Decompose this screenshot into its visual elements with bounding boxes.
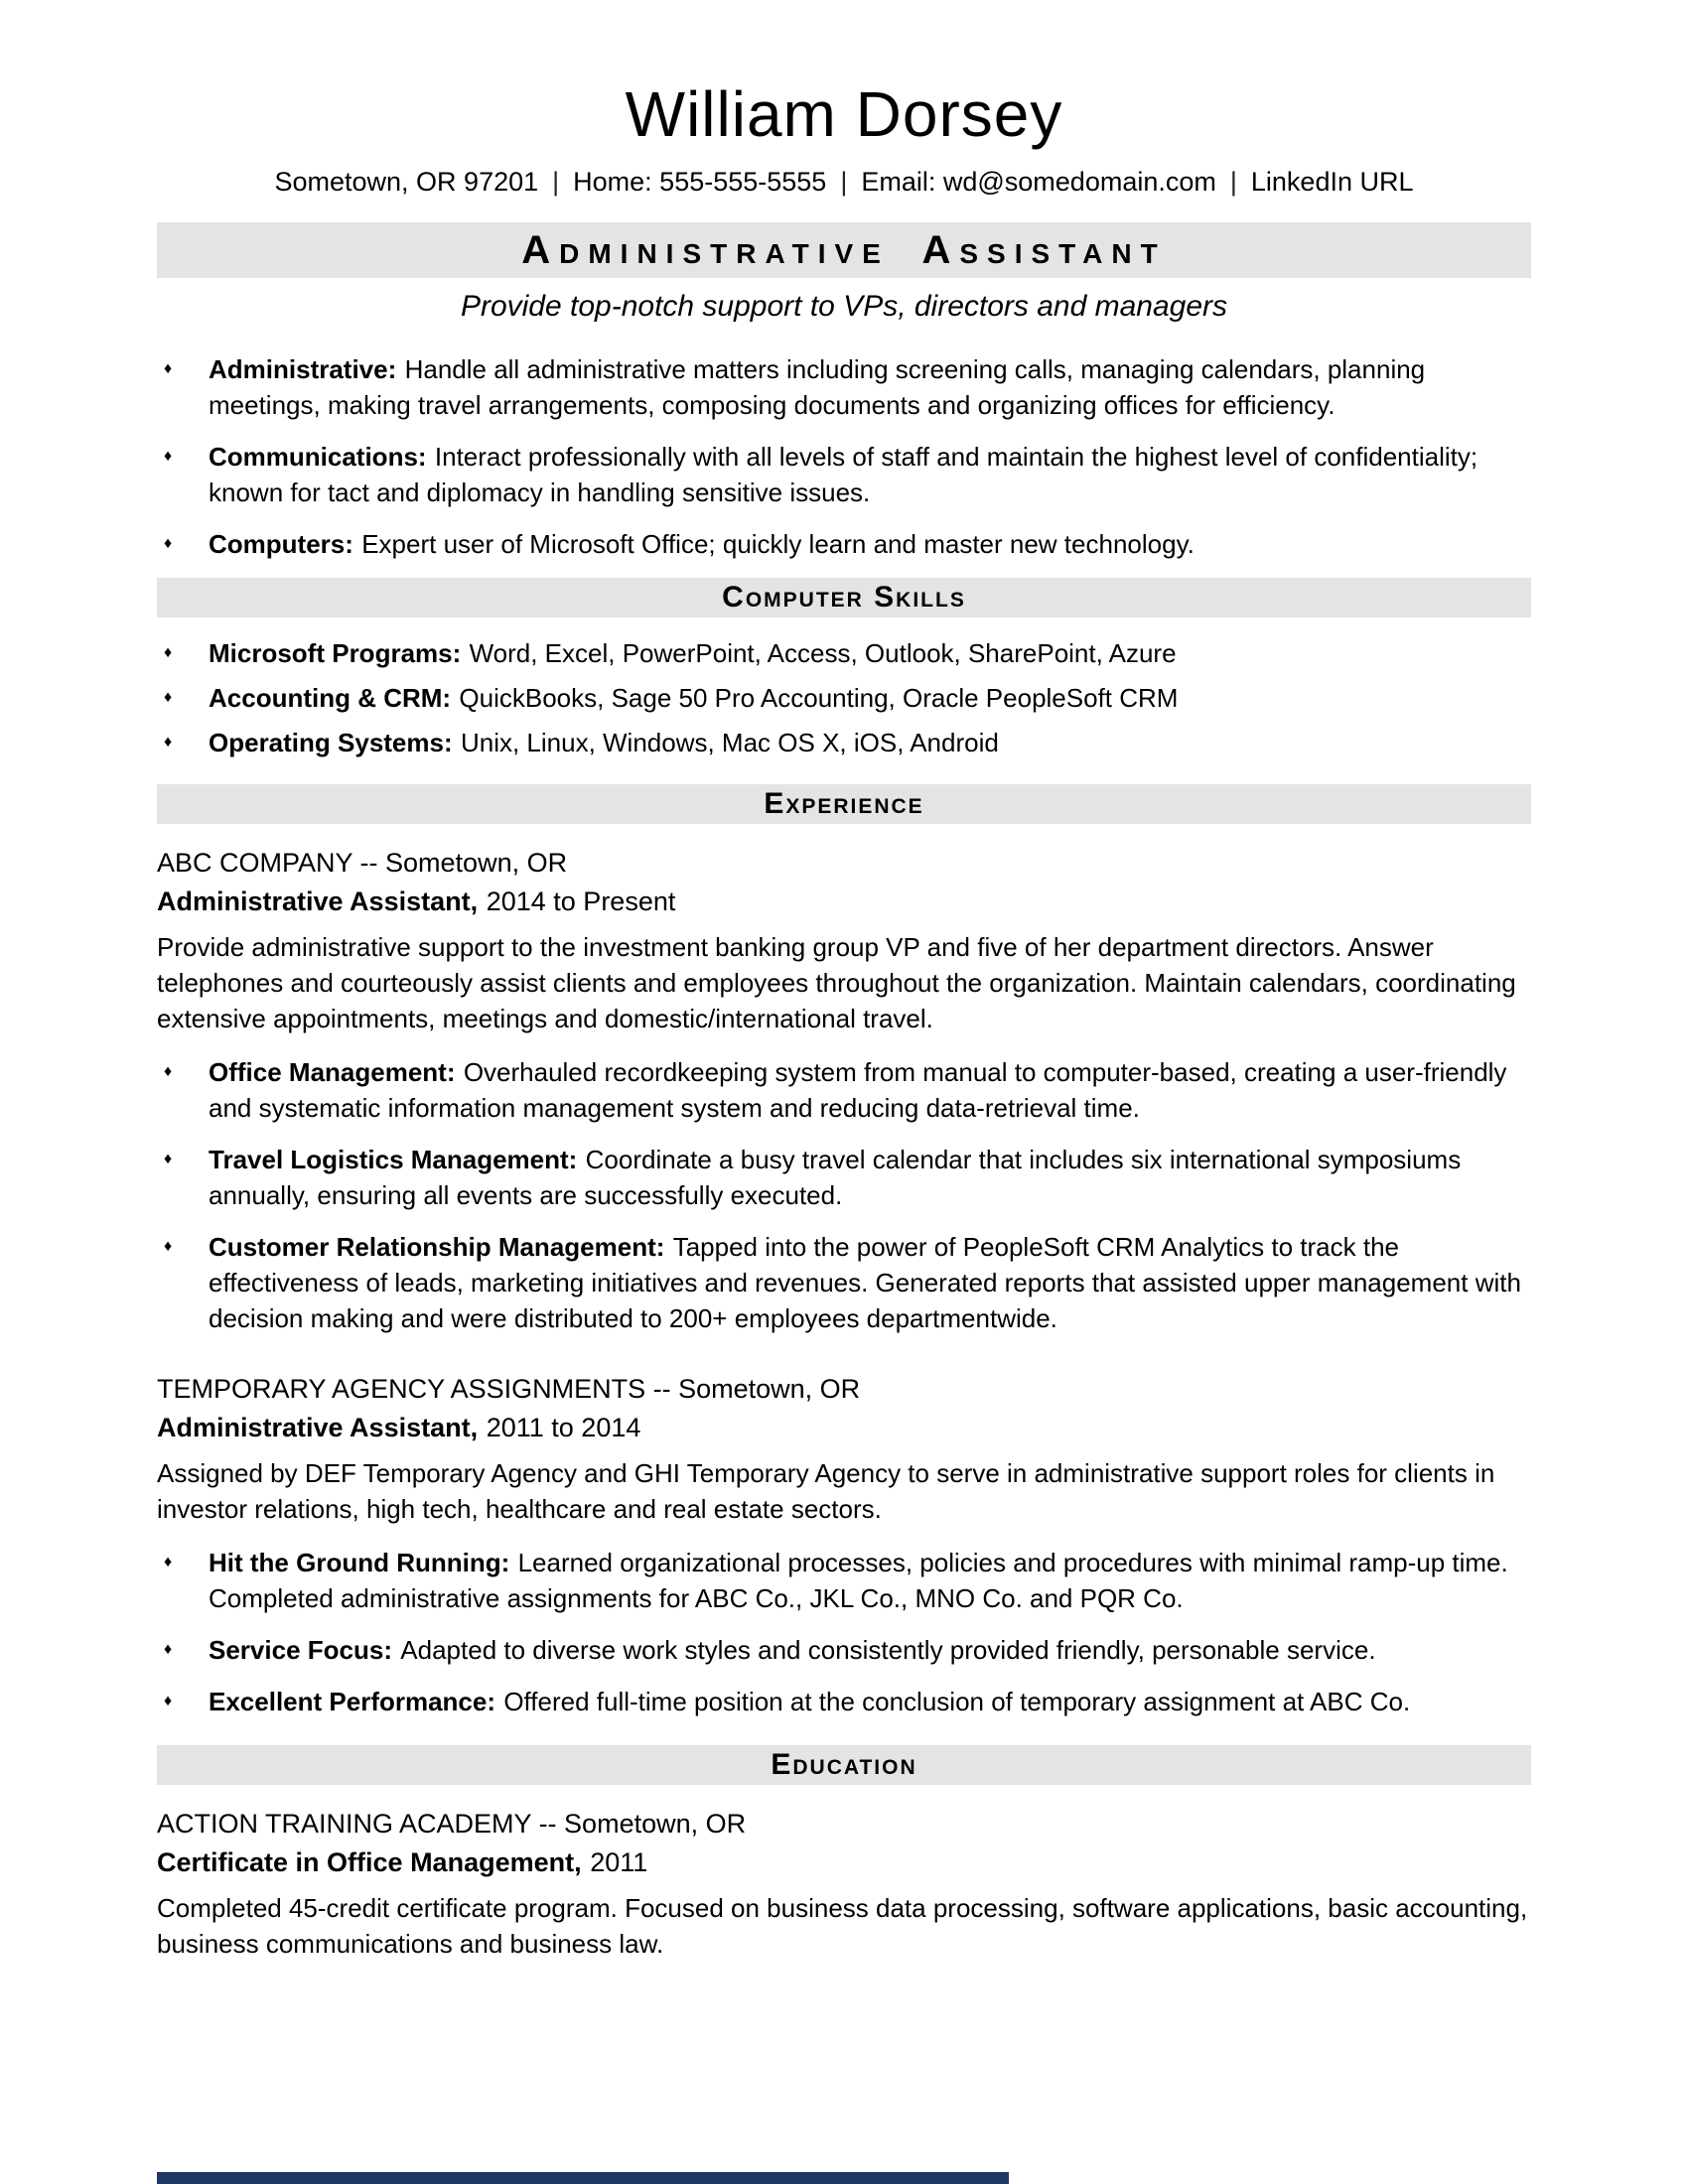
pipe-separator: |	[552, 167, 560, 197]
list-item	[157, 439, 1531, 510]
bullet-text	[209, 1545, 1531, 1616]
diamond-bullet-icon: ♦	[164, 734, 173, 751]
bullet-text	[209, 1142, 1531, 1213]
list-item	[157, 1229, 1531, 1336]
diamond-bullet-icon: ♦	[164, 1693, 173, 1709]
bullet-text	[209, 680, 1531, 716]
list-item	[157, 1632, 1531, 1668]
bullet-lead: Office Management:	[209, 1057, 456, 1087]
bullet-text	[209, 1054, 1531, 1126]
bullet-lead: Microsoft Programs:	[209, 638, 462, 668]
degree-title: Certificate in Office Management,	[157, 1847, 582, 1877]
bullet-lead: Service Focus:	[209, 1635, 392, 1665]
job-summary: Assigned by DEF Temporary Agency and GHI Temporary Agency to serve in administrative support roles for clients in investor relations, high tech, healthcare and real estate sectors.	[157, 1458, 1495, 1524]
bullet-body: Adapted to diverse work styles and consistently provided friendly, personable service.	[400, 1635, 1376, 1665]
pipe-separator: |	[1229, 167, 1237, 197]
job-entry	[157, 1370, 1531, 1719]
employer-line: TEMPORARY AGENCY ASSIGNMENTS -- Sometown, OR	[157, 1374, 861, 1404]
section-header-education: Education	[157, 1745, 1531, 1785]
diamond-bullet-icon: ♦	[164, 1641, 173, 1658]
bullet-lead: Accounting & CRM:	[209, 683, 452, 713]
role-line	[157, 882, 1531, 921]
bullet-text	[209, 635, 1531, 671]
list-item	[157, 680, 1531, 716]
diamond-bullet-icon: ♦	[164, 644, 173, 661]
list-item	[157, 1142, 1531, 1213]
bullet-body: Overhauled recordkeeping system from manual to computer-based, creating a user-friendly and systematic information management system and reducing data-retrieval time.	[209, 1057, 1507, 1123]
bullet-text	[209, 439, 1531, 510]
role-title: Administrative Assistant,	[157, 1413, 479, 1442]
job-summary: Provide administrative support to the investment banking group VP and five of her department directors. Answer telephones and courteously assist clients and employees throughout the organization. Maintain calendars, coordinating extensive appointments, meetings and domestic/international travel.	[157, 932, 1516, 1033]
contact-location: Sometown, OR 97201	[274, 167, 539, 197]
list-item	[157, 351, 1531, 423]
title-subtitle: Provide top-notch support to VPs, directors and managers	[460, 290, 1228, 323]
degree-year: 2011	[590, 1847, 648, 1877]
list-item	[157, 526, 1531, 562]
job-title-banner: Administrative Assistant	[157, 222, 1531, 278]
list-item	[157, 635, 1531, 671]
bullet-body: Unix, Linux, Windows, Mac OS X, iOS, Android	[460, 728, 999, 757]
employer-line: ABC COMPANY -- Sometown, OR	[157, 848, 568, 878]
role-line	[157, 1408, 1531, 1447]
bullet-text	[209, 526, 1531, 562]
candidate-name: William Dorsey	[625, 78, 1063, 150]
pipe-separator: |	[840, 167, 848, 197]
school-line: ACTION TRAINING ACADEMY -- Sometown, OR	[157, 1809, 747, 1839]
contact-email: Email: wd@somedomain.com	[861, 167, 1216, 197]
contact-line	[157, 165, 1531, 199]
list-item	[157, 1054, 1531, 1126]
section-header-experience: Experience	[157, 784, 1531, 824]
bullet-lead: Hit the Ground Running:	[209, 1548, 510, 1577]
diamond-bullet-icon: ♦	[164, 448, 173, 465]
bullet-body: Learned organizational processes, policies and procedures with minimal ramp-up time. Completed administrative assignments for ABC Co., JKL Co., MNO Co. and PQR Co.	[209, 1548, 1508, 1613]
bullet-text	[209, 725, 1531, 760]
bullet-text	[209, 1684, 1531, 1719]
diamond-bullet-icon: ♦	[164, 1554, 173, 1570]
diamond-bullet-icon: ♦	[164, 1151, 173, 1167]
degree-line	[157, 1843, 1531, 1882]
summary-bullet-list	[157, 351, 1531, 562]
diamond-bullet-icon: ♦	[164, 535, 173, 552]
bullet-body: Tapped into the power of PeopleSoft CRM Analytics to track the effectiveness of leads, marketing initiatives and revenues. Generated reports that assisted upper management with decision making and were distributed to 200+ employees departmentwide.	[209, 1232, 1521, 1333]
job-bullet-list	[157, 1545, 1531, 1719]
bullet-text	[209, 1632, 1531, 1668]
list-item	[157, 1684, 1531, 1719]
role-title: Administrative Assistant,	[157, 887, 479, 916]
list-item	[157, 725, 1531, 760]
role-dates: 2011 to 2014	[486, 1413, 641, 1442]
job-entry	[157, 844, 1531, 1336]
role-dates: 2014 to Present	[486, 887, 676, 916]
diamond-bullet-icon: ♦	[164, 1238, 173, 1255]
diamond-bullet-icon: ♦	[164, 689, 173, 706]
bullet-body: Interact professionally with all levels of staff and maintain the highest level of confidentiality; known for tact and diplomacy in handling sensitive issues.	[209, 442, 1478, 507]
bullet-lead: Computers:	[209, 529, 353, 559]
bullet-lead: Operating Systems:	[209, 728, 453, 757]
diamond-bullet-icon: ♦	[164, 360, 173, 377]
education-entry	[157, 1805, 1531, 1962]
education-summary: Completed 45-credit certificate program. Focused on business data processing, software applications, basic accounting, business communications and business law.	[157, 1893, 1528, 1959]
resume-content	[157, 0, 1531, 1962]
contact-phone: Home: 555-555-5555	[573, 167, 827, 197]
bullet-body: Expert user of Microsoft Office; quickly learn and master new technology.	[361, 529, 1195, 559]
skills-bullet-list	[157, 635, 1531, 760]
bullet-body: Word, Excel, PowerPoint, Access, Outlook, SharePoint, Azure	[469, 638, 1177, 668]
bullet-body: QuickBooks, Sage 50 Pro Accounting, Oracle PeopleSoft CRM	[459, 683, 1179, 713]
next-page-section-band-partial	[157, 2172, 1009, 2184]
job-bullet-list	[157, 1054, 1531, 1336]
bullet-body: Handle all administrative matters including screening calls, managing calendars, planning meetings, making travel arrangements, composing documents and organizing offices for efficiency.	[209, 354, 1426, 420]
section-header-computer-skills: Computer Skills	[157, 578, 1531, 617]
contact-linkedin: LinkedIn URL	[1250, 167, 1414, 197]
bullet-text	[209, 1229, 1531, 1336]
diamond-bullet-icon: ♦	[164, 1063, 173, 1080]
list-item	[157, 1545, 1531, 1616]
bullet-lead: Communications:	[209, 442, 427, 472]
bullet-body: Offered full-time position at the conclusion of temporary assignment at ABC Co.	[503, 1687, 1411, 1716]
bullet-lead: Customer Relationship Management:	[209, 1232, 665, 1262]
bullet-lead: Travel Logistics Management:	[209, 1145, 578, 1174]
bullet-lead: Administrative:	[209, 354, 397, 384]
bullet-body: Coordinate a busy travel calendar that includes six international symposiums annually, ensuring all events are successfully executed.	[209, 1145, 1462, 1210]
bullet-lead: Excellent Performance:	[209, 1687, 496, 1716]
bullet-text	[209, 351, 1531, 423]
